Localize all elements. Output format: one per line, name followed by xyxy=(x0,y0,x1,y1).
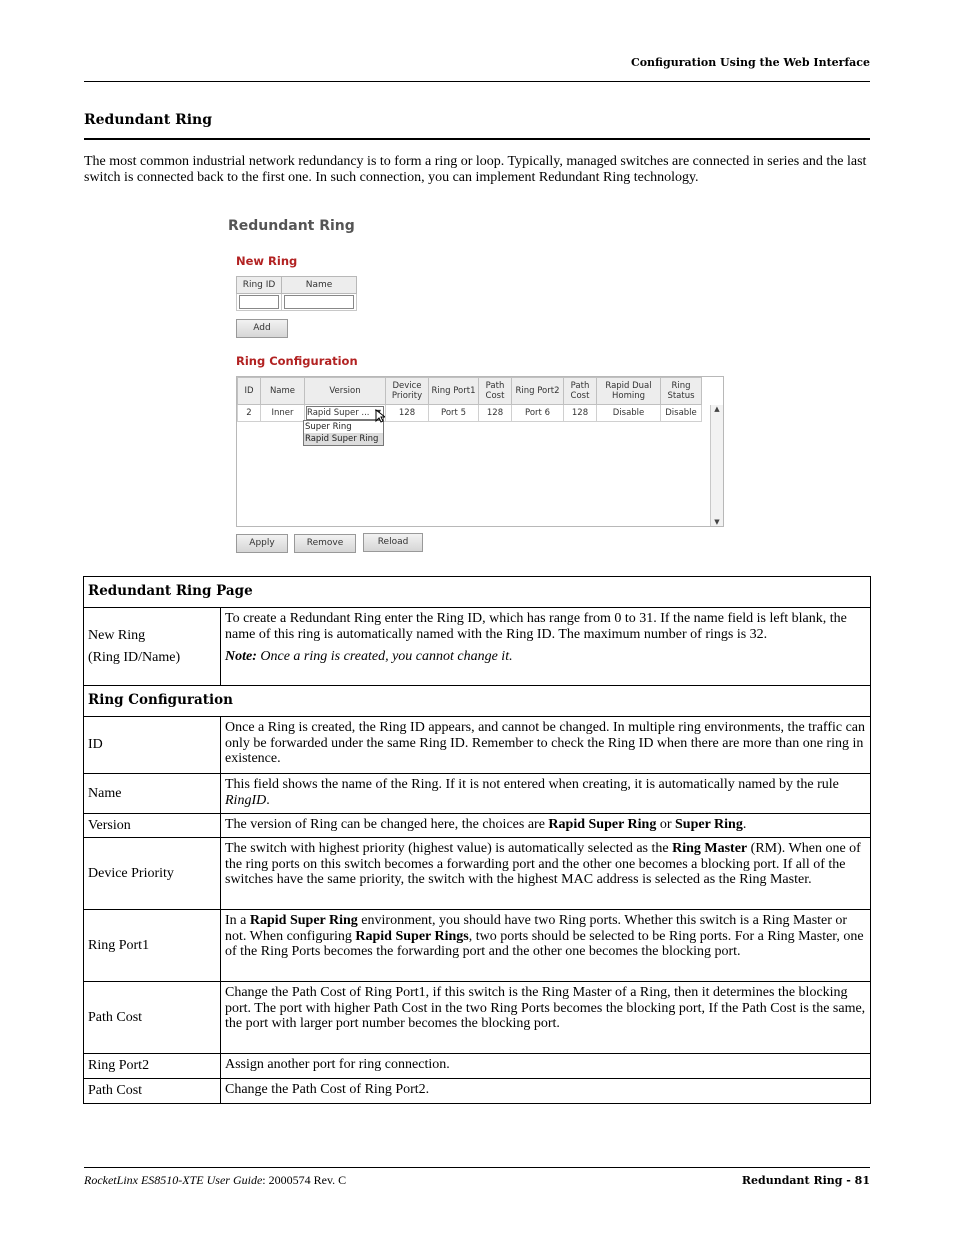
cost2-label: Path Cost xyxy=(84,1079,221,1104)
section-rule xyxy=(84,138,870,140)
ring-id-cell: 2 xyxy=(238,405,261,422)
version-text-c: . xyxy=(742,817,747,832)
version-text-a: The version of Ring can be changed here, the choices are xyxy=(225,817,549,832)
name-text-italic: RingID xyxy=(225,792,267,808)
scroll-down-icon[interactable]: ▼ xyxy=(714,518,720,526)
port2-cell[interactable]: Port 6 xyxy=(512,405,564,422)
remove-button[interactable]: Remove xyxy=(294,534,356,553)
apply-button[interactable]: Apply xyxy=(236,534,288,553)
col-ring-id: Ring ID xyxy=(237,277,282,294)
new-ring-table xyxy=(236,276,357,311)
figure-title: Redundant Ring xyxy=(228,218,355,234)
version-bold1: Rapid Super Ring xyxy=(548,817,657,832)
priority-text-b: (RM). When one of the ring ports on this switch becomes a forwarding port and the other one becomes a blocking port. If all of the switches have the same priority, the switch with the highest MAC address is selected as the Ring Master. xyxy=(225,841,861,888)
new-ring-label: New Ring xyxy=(88,627,146,643)
port1-bold1: Rapid Super Ring xyxy=(249,913,358,928)
name-text-b: . xyxy=(266,792,270,808)
port1-text-a: In a xyxy=(225,913,250,928)
section-title: Redundant Ring xyxy=(84,112,212,128)
cost2-cell[interactable]: 128 xyxy=(564,405,597,422)
col-id: ID xyxy=(238,378,261,405)
description-table xyxy=(83,576,871,1104)
dropdown-option-rapid-super-ring[interactable]: Rapid Super Ring xyxy=(304,433,383,445)
ring-name-input[interactable] xyxy=(284,295,354,309)
ring-id-input[interactable] xyxy=(239,295,279,309)
note-label: Note: xyxy=(225,649,257,665)
port1-label: Ring Port1 xyxy=(84,910,221,982)
page-header xyxy=(84,55,870,82)
table-row xyxy=(84,608,871,686)
page-number: Redundant Ring - 81 xyxy=(741,1174,870,1187)
priority-label: Device Priority xyxy=(84,838,221,910)
priority-bold1: Ring Master xyxy=(672,841,748,856)
port1-text-c: , two ports should be selected to be Ring ports. For a Ring Master, one of the Ring Ports becomes the forwarding port and the other one becomes the blocking port. xyxy=(225,928,864,960)
ring-config-title: Ring Configuration xyxy=(84,686,871,717)
table-title: Redundant Ring Page xyxy=(84,577,871,608)
col-ring-status: Ring Status xyxy=(661,378,702,405)
version-label: Version xyxy=(84,814,221,838)
vertical-scrollbar[interactable] xyxy=(710,405,723,526)
cost2-text: Change the Path Cost of Ring Port2. xyxy=(221,1079,871,1104)
add-button[interactable]: Add xyxy=(236,319,288,338)
table-row xyxy=(84,717,871,774)
col-ring-port1: Ring Port1 xyxy=(429,378,479,405)
col-path-cost1: Path Cost xyxy=(479,378,512,405)
port1-text-b: environment, you should have two Ring ports. Whether this switch is a Ring Master or not. When configuring xyxy=(225,913,848,944)
scroll-up-icon[interactable]: ▲ xyxy=(714,405,720,413)
name-text-a: This field shows the name of the Ring. If it is not entered when creating, it is automatically named by the rule xyxy=(225,777,839,792)
guide-title: RocketLinx ES8510-XTE User Guide xyxy=(84,1173,263,1187)
col-name: Name xyxy=(261,378,305,405)
new-ring-sublabel: (Ring ID/Name) xyxy=(88,649,181,665)
footer-rule xyxy=(84,1167,870,1168)
table-row xyxy=(84,838,871,910)
dropdown-option-super-ring[interactable]: Super Ring xyxy=(305,422,352,432)
redundant-ring-screenshot xyxy=(226,214,726,559)
footer-guide xyxy=(84,1173,346,1188)
table-row xyxy=(84,814,871,838)
running-title: Configuration Using the Web Interface xyxy=(630,56,870,69)
ring-config-heading: Ring Configuration xyxy=(236,354,358,368)
version-select[interactable] xyxy=(306,406,384,420)
version-value: Rapid Super ... xyxy=(307,408,370,418)
col-rapid-dual-homing: Rapid Dual Homing xyxy=(597,378,661,405)
status-cell[interactable]: Disable xyxy=(661,405,702,422)
priority-text-a: The switch with highest priority (highest value) is automatically selected as the xyxy=(225,841,673,856)
mouse-cursor-icon xyxy=(375,409,385,423)
ring-config-grid xyxy=(236,376,724,527)
version-dropdown[interactable] xyxy=(303,420,384,446)
table-row xyxy=(84,1079,871,1104)
col-path-cost2: Path Cost xyxy=(564,378,597,405)
port1-bold2: Rapid Super Rings xyxy=(355,928,469,944)
id-text: Once a Ring is created, the Ring ID appears, and cannot be changed. In multiple ring environments, the traffic can only be forwarded under the same Ring ID. Remember to check the Ring ID when there are more than one ring in existence. xyxy=(221,717,871,774)
new-ring-text: To create a Redundant Ring enter the Ring ID, which has range from 0 to 31. If the name field is left blank, the name of this ring is automatically named with the Ring ID. The maximum number of rings is 32. xyxy=(225,611,847,642)
col-name: Name xyxy=(282,277,357,294)
port1-cell[interactable]: Port 5 xyxy=(429,405,479,422)
table-row xyxy=(84,1054,871,1079)
dual-homing-cell[interactable]: Disable xyxy=(597,405,661,422)
reload-button[interactable]: Reload xyxy=(363,533,423,552)
col-version: Version xyxy=(305,378,386,405)
new-ring-heading: New Ring xyxy=(236,254,298,268)
port2-text: Assign another port for ring connection. xyxy=(221,1054,871,1079)
table-row xyxy=(84,910,871,982)
ring-name-cell: Inner xyxy=(261,405,305,422)
name-label: Name xyxy=(84,774,221,814)
col-ring-port2: Ring Port2 xyxy=(512,378,564,405)
col-device-priority: Device Priority xyxy=(386,378,429,405)
ring-row[interactable] xyxy=(238,405,702,422)
note-text: Once a ring is created, you cannot change it. xyxy=(256,649,513,665)
cost1-text: Change the Path Cost of Ring Port1, if this switch is the Ring Master of a Ring, then it determines the blocking port. The port with higher Path Cost in the two Ring Ports becomes the blocking port, If the Path Cost is the same, the port with larger port number becomes the blocking port. xyxy=(221,982,871,1054)
table-row xyxy=(84,774,871,814)
table-row xyxy=(84,982,871,1054)
cost1-label: Path Cost xyxy=(84,982,221,1054)
priority-cell[interactable]: 128 xyxy=(386,405,429,422)
doc-number: : 2000574 Rev. C xyxy=(262,1173,347,1187)
intro-paragraph: The most common industrial network redundancy is to form a ring or loop. Typically, managed switches are connected in series and the last switch is connected back to the first one. In such connection, you can implement Redundant Ring technology. xyxy=(84,154,867,185)
version-text-b: or xyxy=(656,817,675,832)
id-label: ID xyxy=(84,717,221,774)
version-bold2: Super Ring xyxy=(675,817,743,832)
port2-label: Ring Port2 xyxy=(84,1054,221,1079)
cost1-cell[interactable]: 128 xyxy=(479,405,512,422)
